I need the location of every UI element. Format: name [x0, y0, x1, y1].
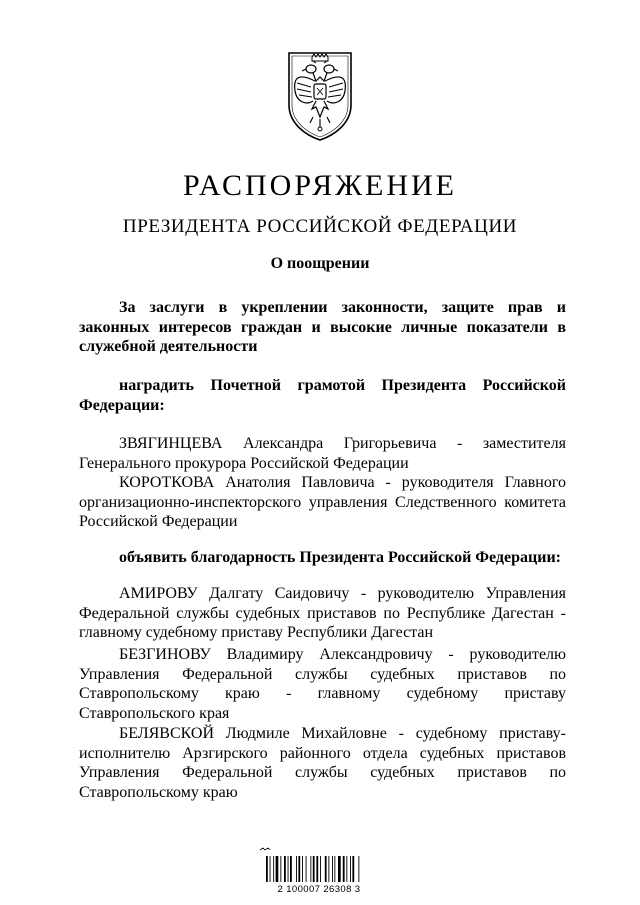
thanks-recipient-text: БЕЗГИНОВУ Владимиру Александровичу - руководителю Управления Федеральной службы судебных приставов по Ставропольскому краю - главному судебному приставу Ставропольского края: [79, 646, 566, 722]
coat-of-arms-icon: [283, 47, 357, 143]
award-recipient-text: КОРОТКОВА Анатолия Павловича - руководителя Главного организационно-инспекторского управления Следственного комитета Российской Федерации: [79, 474, 566, 530]
thanks-recipient: [79, 645, 566, 723]
award-instruction: [79, 376, 566, 415]
document-heading: О поощрении: [270, 255, 370, 272]
thanks-instruction: [79, 548, 566, 568]
barcode-number: 2 100007 26308 3: [277, 884, 361, 895]
preamble-paragraph: [79, 298, 566, 357]
barcode: [256, 846, 382, 896]
award-recipient: [79, 434, 566, 473]
thanks-recipient: [79, 584, 566, 643]
thanks-recipient: [79, 724, 566, 802]
award-recipient: [79, 473, 566, 532]
thanks-instruction-text: объявить благодарность Президента Российской Федерации:: [119, 549, 561, 566]
document-subtitle: ПРЕЗИДЕНТА РОССИЙСКОЙ ФЕДЕРАЦИИ: [122, 216, 518, 237]
thanks-recipient-text: АМИРОВУ Далгату Саидовичу - руководителю Управления Федеральной службы судебных приставов по Республике Дагестан - главному судебному приставу Республики Дагестан: [79, 585, 566, 641]
thanks-recipient-text: БЕЛЯВСКОЙ Людмиле Михайловне - судебному приставу-исполнителю Арзгирского районного отдела судебных приставов Управления Федеральной службы судебных приставов по Ставропольскому краю: [79, 725, 566, 801]
document-title: РАСПОРЯЖЕНИЕ: [182, 169, 458, 202]
preamble-text: За заслуги в укреплении законности, защите прав и законных интересов граждан и высокие личные показатели в служебной деятельности: [79, 299, 566, 355]
award-instruction-text: наградить Почетной грамотой Президента Российской Федерации:: [79, 377, 566, 414]
barcode-bars: [256, 846, 382, 882]
award-recipient-text: ЗВЯГИНЦЕВА Александра Григорьевича - заместителя Генерального прокурора Российской Федерации: [79, 435, 566, 472]
